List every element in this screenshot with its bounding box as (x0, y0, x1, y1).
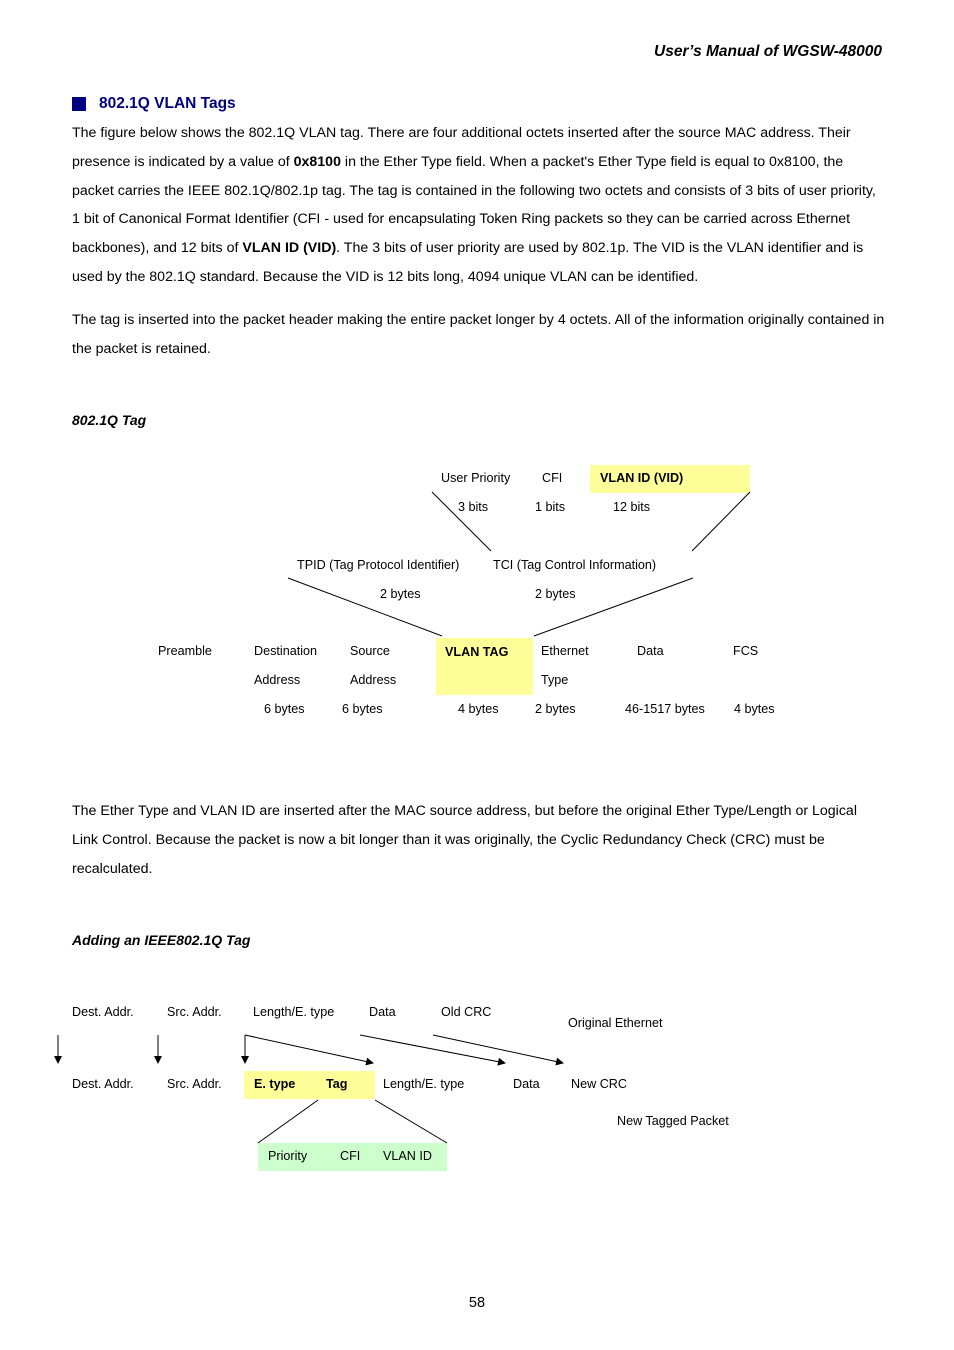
preamble-label: Preamble (158, 644, 212, 658)
destination-label: Destination (254, 644, 318, 658)
new-src-addr: Src. Addr. (167, 1077, 222, 1091)
tpid-label: TPID (Tag Protocol Identifier) (297, 558, 460, 572)
user-priority-label: User Priority (441, 471, 511, 485)
new-crc: New CRC (571, 1077, 627, 1091)
fcs-bytes-label: 4 bytes (734, 702, 775, 716)
source-label: Source (350, 644, 390, 658)
figure-caption-adding-tag: Adding an IEEE802.1Q Tag (72, 932, 251, 948)
type-bytes-label: 2 bytes (535, 702, 576, 716)
new-etype: E. type (254, 1077, 296, 1091)
crc-shift-arrow (433, 1035, 563, 1063)
new-data: Data (513, 1077, 540, 1091)
vlan-id-field: VLAN ID (383, 1149, 432, 1163)
section-title: 802.1Q VLAN Tags (99, 95, 236, 112)
crc-paragraph: The Ether Type and VLAN ID are inserted after the MAC source address, but before the original Ether Type/Length or Logical Link Control. Because the packet is now a bit longer than it was originally, the Cyclic Redundancy Check (CRC) must be recalculated. (72, 803, 857, 877)
orig-dest-addr: Dest. Addr. (72, 1005, 134, 1019)
data-bytes-label: 46-1517 bytes (625, 702, 705, 716)
tci-right-connector (692, 492, 750, 551)
manual-header: User’s Manual of WGSW-48000 (654, 43, 882, 60)
orig-data: Data (369, 1005, 396, 1019)
new-tag: Tag (326, 1077, 348, 1091)
new-length-type: Length/E. type (383, 1077, 465, 1091)
fcs-label: FCS (733, 644, 759, 658)
new-tagged-packet-label: New Tagged Packet (617, 1114, 729, 1128)
figure-caption-8021q-tag: 802.1Q Tag (72, 412, 147, 428)
priority-field: Priority (268, 1149, 308, 1163)
data-shift-arrow (360, 1035, 505, 1063)
new-dest-addr: Dest. Addr. (72, 1077, 134, 1091)
type-label: Type (541, 673, 569, 687)
priority-bits-label: 3 bits (458, 500, 489, 514)
dest-address-label: Address (254, 673, 301, 687)
cfi-label: CFI (542, 471, 563, 485)
tpid-bytes-label: 2 bytes (380, 587, 421, 601)
intro-paragraph: The figure below shows the 802.1Q VLAN tag. There are four additional octets inserted after the source MAC address. Their presence is indicated by a value of 0x8100 in the Ether Type field. When a packet's Ether Type field is equal to 0x8100, the packet carries the IEEE 802.1Q/802.1p tag. The tag is contained in the following two octets and consists of 3 bits of user priority, 1 bit of Canonical Format Identifier (CFI - used for encapsulating Token Ring packets so they can be carried across Ethernet backbones), and 12 bits of VLAN ID (VID). The 3 bits of user priority are used by 802.1p. The VID is the VLAN identifier and is used by the 802.1Q standard. Because the VID is 12 bits long, 4094 unique VLAN can be identified. (72, 125, 876, 285)
tci-bytes-label: 2 bytes (535, 587, 576, 601)
src-address-label: Address (350, 673, 397, 687)
tag-bytes-label: 4 bytes (458, 702, 499, 716)
vid-bits-label: 12 bits (613, 500, 651, 514)
tci-left-expand (258, 1100, 318, 1143)
cfi-bits-label: 1 bits (535, 500, 566, 514)
tci-label: TCI (Tag Control Information) (493, 558, 657, 572)
tci-right-expand (375, 1100, 447, 1143)
vlan-id-label: VLAN ID (VID) (600, 471, 684, 485)
orig-crc: Old CRC (441, 1005, 492, 1019)
data-label: Data (637, 644, 664, 658)
page-number: 58 (468, 1295, 486, 1311)
length-shift-arrow (245, 1035, 373, 1063)
vlan-tag-label: VLAN TAG (445, 645, 509, 659)
original-ethernet-label: Original Ethernet (568, 1016, 663, 1030)
src-bytes-label: 6 bytes (342, 702, 383, 716)
orig-length-type: Length/E. type (253, 1005, 335, 1019)
tag-insertion-paragraph: The tag is inserted into the packet header making the entire packet longer by 4 octets. All of the information originally contained in the packet is retained. (72, 312, 885, 357)
cfi-field: CFI (340, 1149, 361, 1163)
orig-src-addr: Src. Addr. (167, 1005, 222, 1019)
ethernet-label: Ethernet (541, 644, 589, 658)
dest-bytes-label: 6 bytes (264, 702, 305, 716)
